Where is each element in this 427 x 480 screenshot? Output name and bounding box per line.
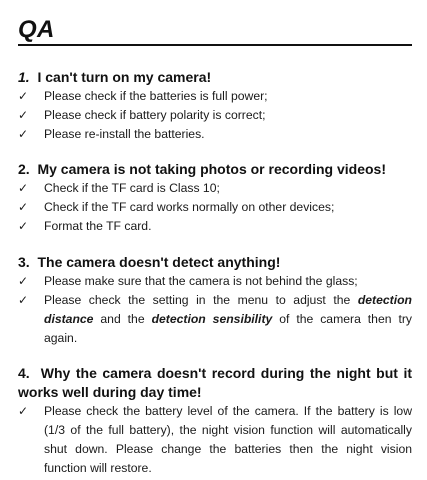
- question-number: 2.: [18, 161, 30, 177]
- qa-section-3: [18, 253, 412, 348]
- list-item: [18, 179, 412, 198]
- answer-text: Check if the TF card is Class 10;: [44, 181, 220, 195]
- check-icon: ✓: [18, 108, 29, 122]
- list-item: [18, 106, 412, 125]
- qa-page: [18, 18, 412, 478]
- answer-text: Please make sure that the camera is not behind the glass;: [44, 274, 358, 288]
- answer-text: Format the TF card.: [44, 219, 152, 233]
- answer-text: Please check if the batteries is full power;: [44, 89, 268, 103]
- qa-section-4: [18, 364, 412, 478]
- list-item: [18, 272, 412, 291]
- list-item: [18, 87, 412, 106]
- list-item: [18, 125, 412, 144]
- question-4: [18, 364, 412, 402]
- question-3: [18, 253, 412, 272]
- emphasis-detection-distance: detection distance: [44, 293, 412, 326]
- check-icon: ✓: [18, 293, 29, 307]
- answer-text-part: of the camera then try again.: [44, 312, 412, 345]
- list-item: [18, 291, 412, 348]
- question-text: The camera doesn't detect anything!: [37, 254, 281, 270]
- title-row: [18, 18, 412, 46]
- answer-text: Please check if battery polarity is correct;: [44, 108, 266, 122]
- answer-text-part: Please check the setting in the menu to adjust the: [44, 293, 358, 307]
- check-icon: ✓: [18, 181, 29, 195]
- answer-list: [18, 87, 412, 144]
- question-number: 3.: [18, 254, 30, 270]
- answer-text: Check if the TF card works normally on other devices;: [44, 200, 335, 214]
- answer-list: [18, 402, 412, 478]
- page-title: QA: [18, 16, 55, 43]
- check-icon: ✓: [18, 219, 29, 233]
- answer-text-part: and the: [93, 312, 152, 326]
- check-icon: ✓: [18, 127, 29, 141]
- answer-text: Please check the battery level of the camera. If the battery is low (1/3 of the full battery), the night vision function will automatically shut down. Please change the batteries then the night vision function will restore.: [44, 404, 412, 475]
- qa-section-1: [18, 68, 412, 144]
- qa-section-2: [18, 160, 412, 236]
- question-2: [18, 160, 412, 179]
- question-number: 1.: [18, 69, 30, 85]
- question-text: Why the camera doesn't record during the night but it works well during day time!: [18, 365, 413, 400]
- list-item: [18, 402, 412, 478]
- list-item: [18, 217, 412, 236]
- question-text: I can't turn on my camera!: [37, 69, 212, 85]
- list-item: [18, 198, 412, 217]
- answer-list: [18, 179, 412, 236]
- answer-list: [18, 272, 412, 348]
- question-text: My camera is not taking photos or recording videos!: [37, 161, 386, 177]
- question-number: 4.: [18, 365, 30, 381]
- check-icon: ✓: [18, 89, 29, 103]
- emphasis-detection-sensibility: detection sensibility: [151, 312, 273, 326]
- check-icon: ✓: [18, 274, 29, 288]
- answer-text: Please re-install the batteries.: [44, 127, 205, 141]
- check-icon: ✓: [18, 404, 29, 418]
- question-1: [18, 68, 412, 87]
- check-icon: ✓: [18, 200, 29, 214]
